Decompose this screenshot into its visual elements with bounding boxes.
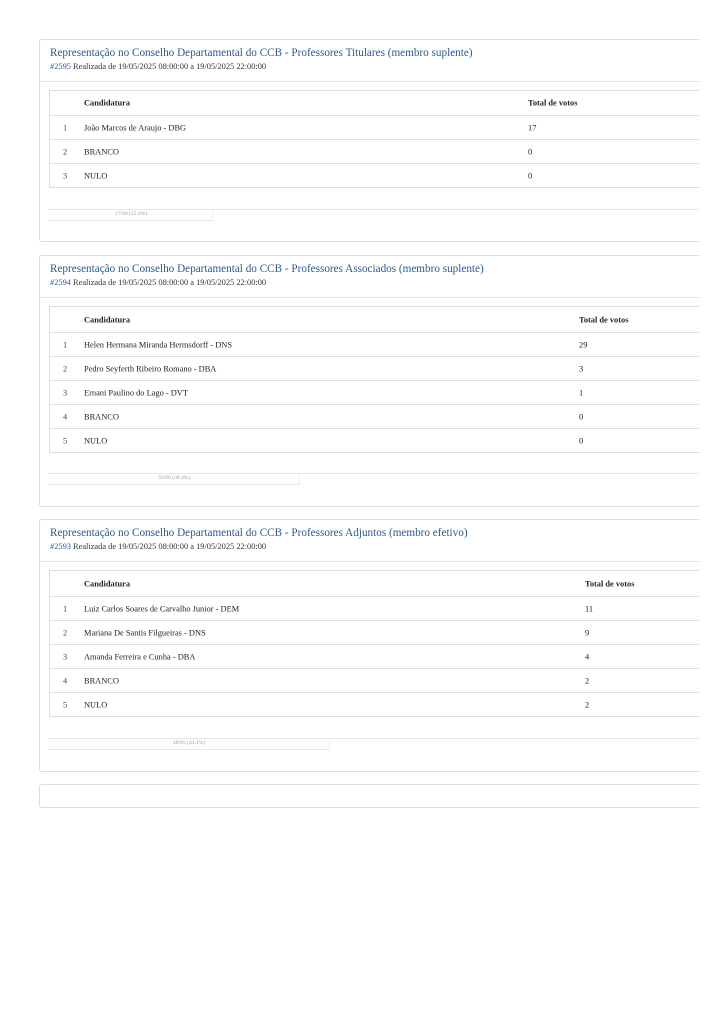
table-header (50, 307, 699, 332)
election-title[interactable]: Representação no Conselho Departamental do CCB - Professores Adjuntos (membro efetivo) (50, 527, 468, 539)
divider (40, 81, 699, 82)
divider (40, 561, 699, 562)
election-header (40, 520, 699, 553)
election-panel (39, 255, 699, 507)
row-index: 3 (63, 652, 68, 661)
election-header (40, 256, 699, 289)
table-header (50, 571, 699, 596)
empty-panel (39, 784, 699, 808)
results-table (49, 306, 699, 453)
table-row (50, 596, 699, 620)
candidate-name: NULO (84, 700, 108, 709)
row-index: 3 (63, 171, 68, 180)
row-index: 2 (63, 628, 68, 637)
table-row (50, 356, 699, 380)
candidate-name: BRANCO (84, 412, 119, 421)
table-row (50, 644, 699, 668)
election-id[interactable]: #2595 (50, 62, 71, 71)
turnout-label: 28/65 (43.1%) (173, 740, 206, 746)
table-row (50, 380, 699, 404)
column-header-total: Total de votos (579, 315, 629, 324)
election-panel (39, 519, 699, 772)
column-header-candidatura: Candidatura (84, 315, 131, 324)
vote-count: 1 (579, 388, 584, 397)
candidate-name: Amanda Ferreira e Cunha - DBA (84, 652, 196, 661)
election-panel (39, 39, 699, 242)
vote-count: 9 (585, 628, 590, 637)
column-header-candidatura: Candidatura (84, 579, 131, 588)
row-index: 2 (63, 364, 68, 373)
vote-count: 4 (585, 652, 590, 661)
results-table (49, 90, 699, 188)
table-row (50, 115, 699, 139)
candidate-name: Mariana De Santis Filgueiras - DNS (84, 628, 206, 637)
divider (40, 297, 699, 298)
table-row (50, 332, 699, 356)
candidate-name: BRANCO (84, 676, 119, 685)
row-index: 1 (63, 340, 68, 349)
election-id[interactable]: #2593 (50, 542, 71, 551)
table-row (50, 163, 699, 187)
column-header-total: Total de votos (585, 579, 635, 588)
election-id[interactable]: #2594 (50, 278, 71, 287)
election-header (40, 40, 699, 73)
row-index: 4 (63, 676, 68, 685)
table-row (50, 428, 699, 452)
results-table (49, 570, 699, 717)
table-row (50, 620, 699, 644)
turnout-label: 17/68 (25.0%) (115, 211, 148, 217)
candidate-name: BRANCO (84, 147, 119, 156)
vote-count: 0 (528, 171, 533, 180)
vote-count: 17 (528, 123, 537, 132)
row-index: 2 (63, 147, 68, 156)
election-period: Realizada de 19/05/2025 08:00:00 a 19/05/2025 22:00:00 (73, 278, 267, 287)
table-header (50, 91, 699, 115)
candidate-name: NULO (84, 171, 108, 180)
turnout-progress-bar (49, 738, 699, 750)
table-row (50, 692, 699, 716)
column-header-candidatura: Candidatura (84, 98, 131, 108)
vote-count: 0 (528, 147, 533, 156)
row-index: 5 (63, 436, 68, 445)
table-row (50, 139, 699, 163)
candidate-name: Ernani Paulino do Lago - DVT (84, 388, 188, 397)
candidate-name: NULO (84, 436, 108, 445)
election-title[interactable]: Representação no Conselho Departamental do CCB - Professores Titulares (membro suplente) (50, 47, 473, 59)
candidate-name: João Marcos de Araujo - DBG (84, 123, 187, 132)
candidate-name: Luiz Carlos Soares de Carvalho Junior - DEM (84, 604, 240, 613)
turnout-progress-bar (49, 209, 699, 221)
candidate-name: Pedro Seyferth Ribeiro Romano - DBA (84, 364, 217, 373)
row-index: 4 (63, 412, 68, 421)
election-period: Realizada de 19/05/2025 08:00:00 a 19/05/2025 22:00:00 (73, 542, 267, 551)
election-subtitle (50, 61, 689, 73)
vote-count: 3 (579, 364, 584, 373)
vote-count: 2 (585, 676, 590, 685)
row-index: 1 (63, 604, 68, 613)
vote-count: 0 (579, 436, 584, 445)
candidate-name: Helen Hermana Miranda Hermsdorff - DNS (84, 340, 232, 349)
election-title[interactable]: Representação no Conselho Departamental do CCB - Professores Associados (membro suplente) (50, 263, 484, 275)
vote-count: 2 (585, 700, 590, 709)
turnout-progress-bar (49, 473, 699, 485)
vote-count: 11 (585, 604, 594, 613)
row-index: 5 (63, 700, 68, 709)
table-row (50, 404, 699, 428)
election-subtitle (50, 541, 689, 553)
turnout-label: 33/86 (38.4%) (158, 475, 191, 481)
election-subtitle (50, 277, 689, 289)
row-index: 1 (63, 123, 68, 132)
column-header-total: Total de votos (528, 98, 578, 108)
row-index: 3 (63, 388, 68, 397)
election-period: Realizada de 19/05/2025 08:00:00 a 19/05/2025 22:00:00 (73, 62, 267, 71)
vote-count: 0 (579, 412, 584, 421)
vote-count: 29 (579, 340, 588, 349)
table-row (50, 668, 699, 692)
